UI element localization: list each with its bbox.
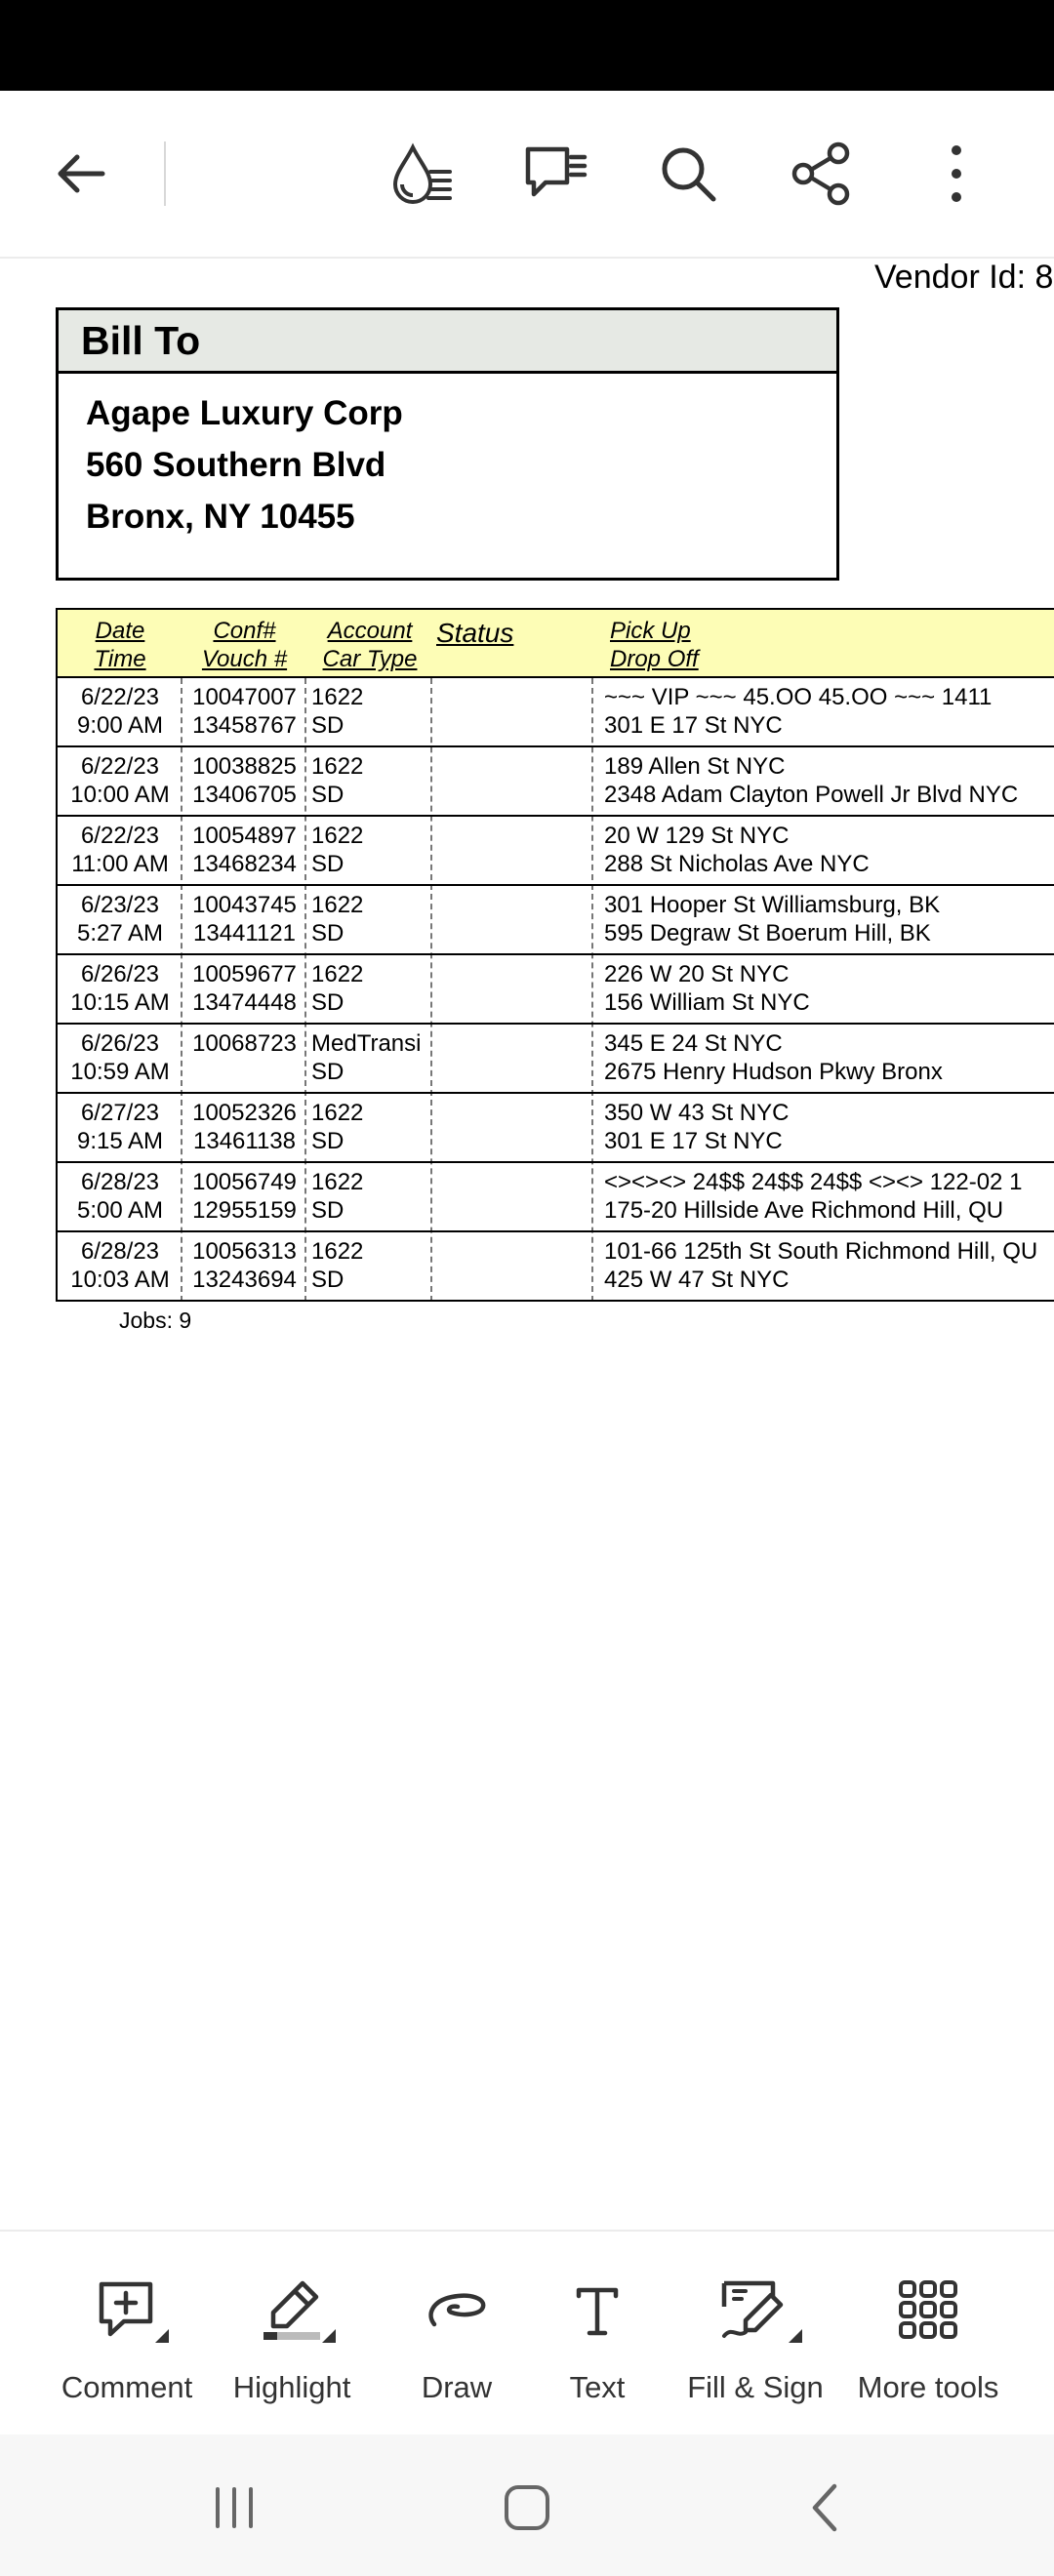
toolbar-divider	[164, 141, 166, 206]
table-row[interactable]: 6/26/23 10:59 AM 10068723 MedTransi SD 345 E 24 St NYC 2675 Henry Hudson Pkwy Bronx	[58, 1025, 1054, 1094]
bill-to-address-line2: Bronx, NY 10455	[86, 498, 355, 536]
header-account-car: Account Car Type	[322, 618, 418, 672]
table-row[interactable]: 6/22/23 11:00 AM 10054897 13468234 1622 SD 20 W 129 St NYC 288 St Nicholas Ave NYC	[58, 817, 1054, 886]
search-icon[interactable]	[649, 135, 727, 213]
bill-to-address-line1: 560 Southern Blvd	[86, 446, 386, 484]
share-icon[interactable]	[783, 135, 861, 213]
text-tool-button[interactable]: Text	[556, 2271, 638, 2417]
table-row[interactable]: 6/22/23 10:00 AM 10038825 13406705 1622 SD 189 Allen St NYC 2348 Adam Clayton Powell Jr Blvd NYC	[58, 747, 1054, 817]
recent-apps-icon[interactable]	[195, 2474, 273, 2542]
table-row[interactable]: 6/28/23 10:03 AM 10056313 13243694 1622 SD 101-66 125th St South Richmond Hill, QU 425 W 47 St NYC	[58, 1232, 1054, 1302]
more-options-icon[interactable]	[917, 135, 995, 213]
draw-tool-button[interactable]: Draw	[410, 2271, 504, 2417]
top-toolbar	[0, 91, 1054, 259]
jobs-count: Jobs: 9	[119, 1308, 192, 1333]
jobs-table	[56, 608, 1054, 1302]
text-icon	[573, 2271, 622, 2349]
bill-to-name: Agape Luxury Corp	[86, 394, 403, 432]
bill-to-address	[59, 374, 836, 543]
back-arrow-icon[interactable]	[42, 135, 120, 213]
table-header	[58, 610, 1054, 678]
fill-sign-icon	[720, 2271, 790, 2349]
more-tools-button[interactable]: More tools	[851, 2271, 1005, 2417]
comment-add-icon	[97, 2271, 157, 2349]
pdf-page	[0, 259, 1054, 2230]
draw-icon	[425, 2271, 489, 2349]
table-row[interactable]: 6/28/23 5:00 AM 10056749 12955159 1622 SD <><><> 24$$ 24$$ 24$$ <><> 122-02 1 175-20 Hillside Ave Richmond Hill, QU	[58, 1163, 1054, 1232]
header-conf-vouch: Conf# Vouch #	[201, 618, 288, 672]
vendor-id: Vendor Id: 8	[874, 259, 1054, 296]
bottom-toolbar	[0, 2230, 1054, 2436]
comment-tool-button[interactable]: Comment	[61, 2271, 193, 2417]
system-nav-bar	[0, 2435, 1054, 2576]
bill-to-title: Bill To	[59, 310, 836, 374]
bill-to-box	[56, 307, 839, 581]
fill-sign-tool-button[interactable]: Fill & Sign	[683, 2271, 828, 2417]
highlighter-icon	[260, 2271, 324, 2349]
comments-list-icon[interactable]	[515, 135, 593, 213]
grid-icon	[899, 2271, 957, 2349]
table-row[interactable]: 6/27/23 9:15 AM 10052326 13461138 1622 SD 350 W 43 St NYC 301 E 17 St NYC	[58, 1094, 1054, 1163]
highlight-tool-button[interactable]: Highlight	[228, 2271, 355, 2417]
system-back-icon[interactable]	[786, 2474, 864, 2542]
liquid-mode-icon[interactable]	[383, 135, 461, 213]
header-pickup-dropoff: Pick Up Drop Off	[610, 618, 699, 672]
header-status: Status	[436, 618, 514, 648]
table-row[interactable]: 6/22/23 9:00 AM 10047007 13458767 1622 SD ~~~ VIP ~~~ 45.OO 45.OO ~~~ 1411 301 E 17 St NYC	[58, 678, 1054, 747]
header-date-time: Date Time	[94, 618, 146, 672]
status-bar	[0, 0, 1054, 91]
table-row[interactable]: 6/23/23 5:27 AM 10043745 13441121 1622 SD 301 Hooper St Williamsburg, BK 595 Degraw St Boerum Hill, BK	[58, 886, 1054, 955]
table-row[interactable]: 6/26/23 10:15 AM 10059677 13474448 1622 SD 226 W 20 St NYC 156 William St NYC	[58, 955, 1054, 1025]
home-icon[interactable]	[488, 2474, 566, 2542]
